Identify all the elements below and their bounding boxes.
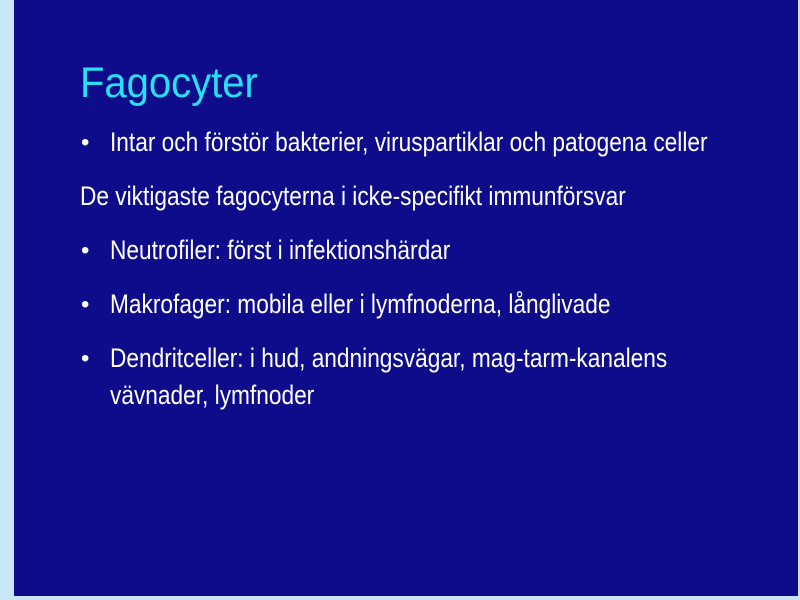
bullet-item-makrofager: [80, 286, 780, 323]
slide: [14, 0, 798, 596]
plain-line-important-fagocytes: [80, 178, 780, 215]
plain-text: De viktigaste fagocyterna i icke-specifikt immunförsvar: [80, 181, 626, 211]
bullet-dot-icon: •: [81, 237, 90, 264]
bullet-text: Dendritceller: i hud, andningsvägar, mag-tarm-kanalens vävnader, lymfnoder: [110, 343, 668, 410]
bullet-text: Makrofager: mobila eller i lymfnoderna, långlivade: [110, 289, 611, 319]
bullet-dot-icon: •: [81, 291, 90, 318]
bullet-item-fagocyter-function: [80, 124, 780, 161]
bullet-item-dendritceller: [80, 340, 780, 414]
bullet-dot-icon: •: [81, 345, 90, 372]
bullet-text: Intar och förstör bakterier, viruspartiklar och patogena celler: [110, 127, 708, 157]
bullet-dot-icon: •: [81, 129, 90, 156]
bullet-text: Neutrofiler: först i infektionshärdar: [110, 235, 451, 265]
bullet-item-neutrofiler: [80, 232, 780, 269]
slide-content: [80, 124, 780, 431]
slide-title: Fagocyter: [80, 59, 258, 107]
